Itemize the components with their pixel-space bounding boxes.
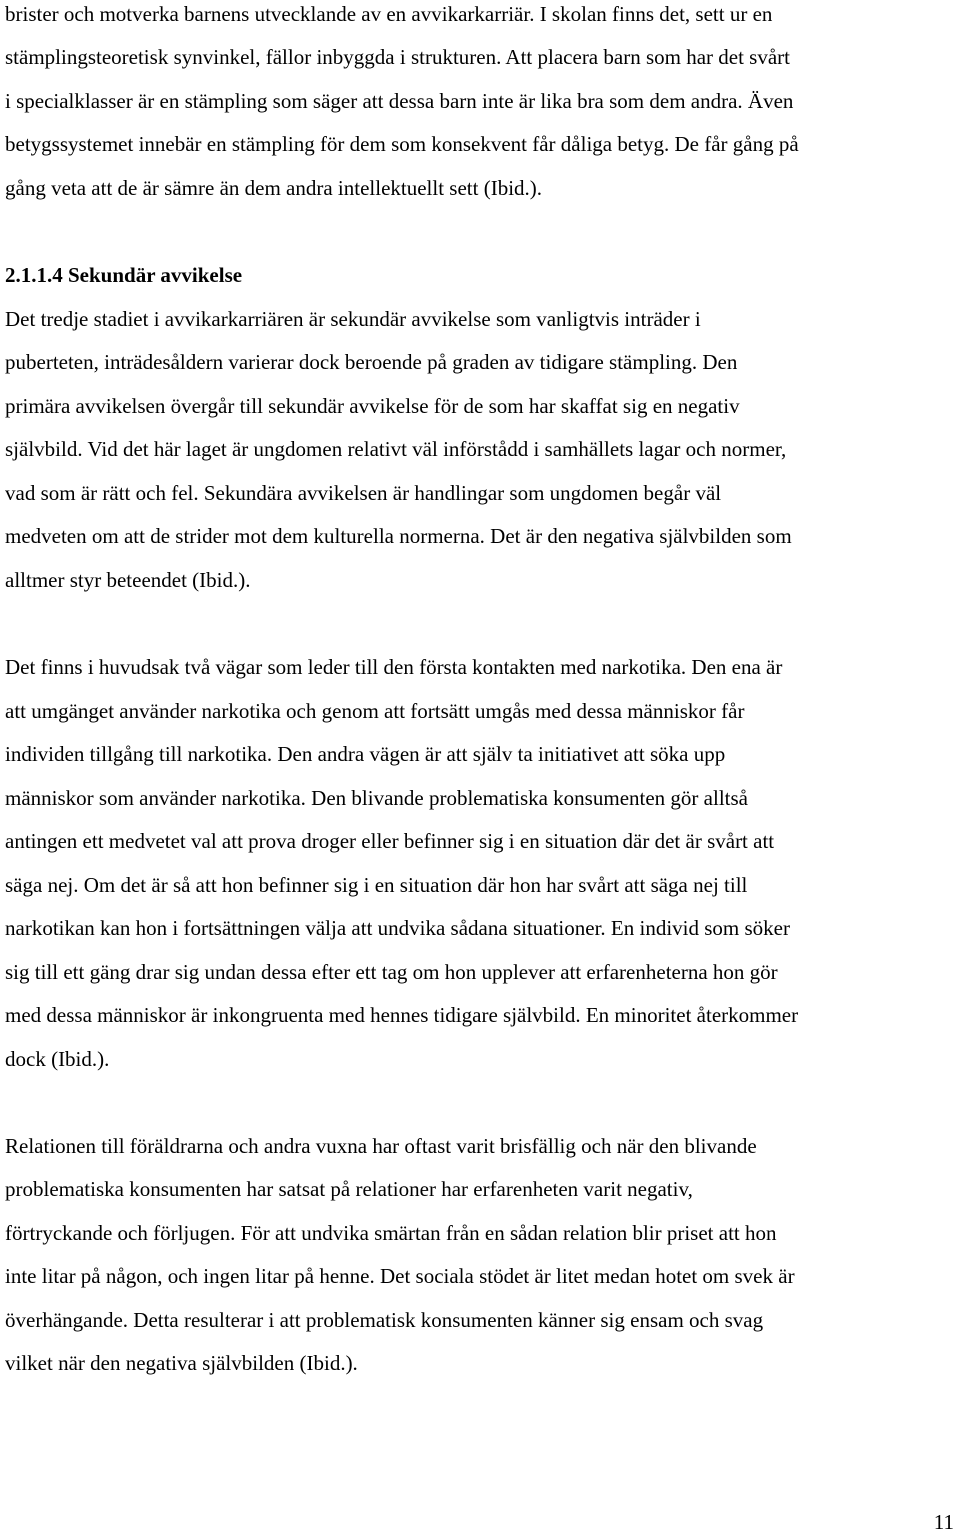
text-line: vad som är rätt och fel. Sekundära avvikelsen är handlingar som ungdomen begår väl xyxy=(5,481,722,505)
text-line: Det finns i huvudsak två vägar som leder till den första kontakten med narkotika. Den ena är xyxy=(5,655,783,679)
text-line: alltmer styr beteendet (Ibid.). xyxy=(5,568,251,592)
text-line: självbild. Vid det här laget är ungdomen relativt väl införstådd i samhällets lagar och normer, xyxy=(5,437,787,461)
text-line: individen tillgång till narkotika. Den andra vägen är att själv ta initiativet att söka upp xyxy=(5,742,726,766)
text-line: sig till ett gäng drar sig undan dessa efter ett tag om hon upplever att erfarenheterna hon gör xyxy=(5,960,778,984)
text-line: med dessa människor är inkongruenta med hennes tidigare självbild. En minoritet återkommer xyxy=(5,1003,799,1027)
text-line: dock (Ibid.). xyxy=(5,1047,110,1071)
text-line: säga nej. Om det är så att hon befinner sig i en situation där hon har svårt att säga nej till xyxy=(5,873,748,897)
text-line: brister och motverka barnens utvecklande av en avvikarkarriär. I skolan finns det, sett ur en xyxy=(5,2,773,26)
text-line: Relationen till föräldrarna och andra vuxna har oftast varit brisfällig och när den blivande xyxy=(5,1134,757,1158)
text-line: inte litar på någon, och ingen litar på henne. Det sociala stödet är litet medan hotet om svek är xyxy=(5,1264,795,1288)
text-line: människor som använder narkotika. Den blivande problematiska konsumenten gör alltså xyxy=(5,786,748,810)
text-line: puberteten, inträdesåldern varierar dock beroende på graden av tidigare stämpling. Den xyxy=(5,350,738,374)
text-line: överhängande. Detta resulterar i att problematisk konsumenten känner sig ensam och svag xyxy=(5,1308,764,1332)
section-heading: 2.1.1.4 Sekundär avvikelse xyxy=(5,263,243,287)
text-line: medveten om att de strider mot dem kulturella normerna. Det är den negativa självbilden som xyxy=(5,524,792,548)
text-line: i specialklasser är en stämpling som säger att dessa barn inte är lika bra som dem andra. Även xyxy=(5,89,794,113)
text-line: primära avvikelsen övergår till sekundär avvikelse för de som har skaffat sig en negativ xyxy=(5,394,740,418)
text-line: gång veta att de är sämre än dem andra intellektuellt sett (Ibid.). xyxy=(5,176,543,200)
text-line: narkotikan kan hon i fortsättningen välja att undvika sådana situationer. En individ som söker xyxy=(5,916,790,940)
text-line: betygssystemet innebär en stämpling för dem som konsekvent får dåliga betyg. De får gång på xyxy=(5,132,799,156)
text-line: problematiska konsumenten har satsat på relationer har erfarenheten varit negativ, xyxy=(5,1177,693,1201)
text-line: förtryckande och förljugen. För att undvika smärtan från en sådan relation blir priset att hon xyxy=(5,1221,777,1245)
text-line: stämplingsteoretisk synvinkel, fällor inbyggda i strukturen. Att placera barn som har det svårt xyxy=(5,45,790,69)
text-line: att umgänget använder narkotika och genom att fortsätt umgås med dessa människor får xyxy=(5,699,745,723)
text-line: vilket när den negativa självbilden (Ibid.). xyxy=(5,1351,358,1375)
text-line: Det tredje stadiet i avvikarkarriären är sekundär avvikelse som vanligtvis inträder i xyxy=(5,307,701,331)
text-line: antingen ett medvetet val att prova droger eller befinner sig i en situation där det är svårt att xyxy=(5,829,775,853)
page-number: 11 xyxy=(933,1510,954,1534)
